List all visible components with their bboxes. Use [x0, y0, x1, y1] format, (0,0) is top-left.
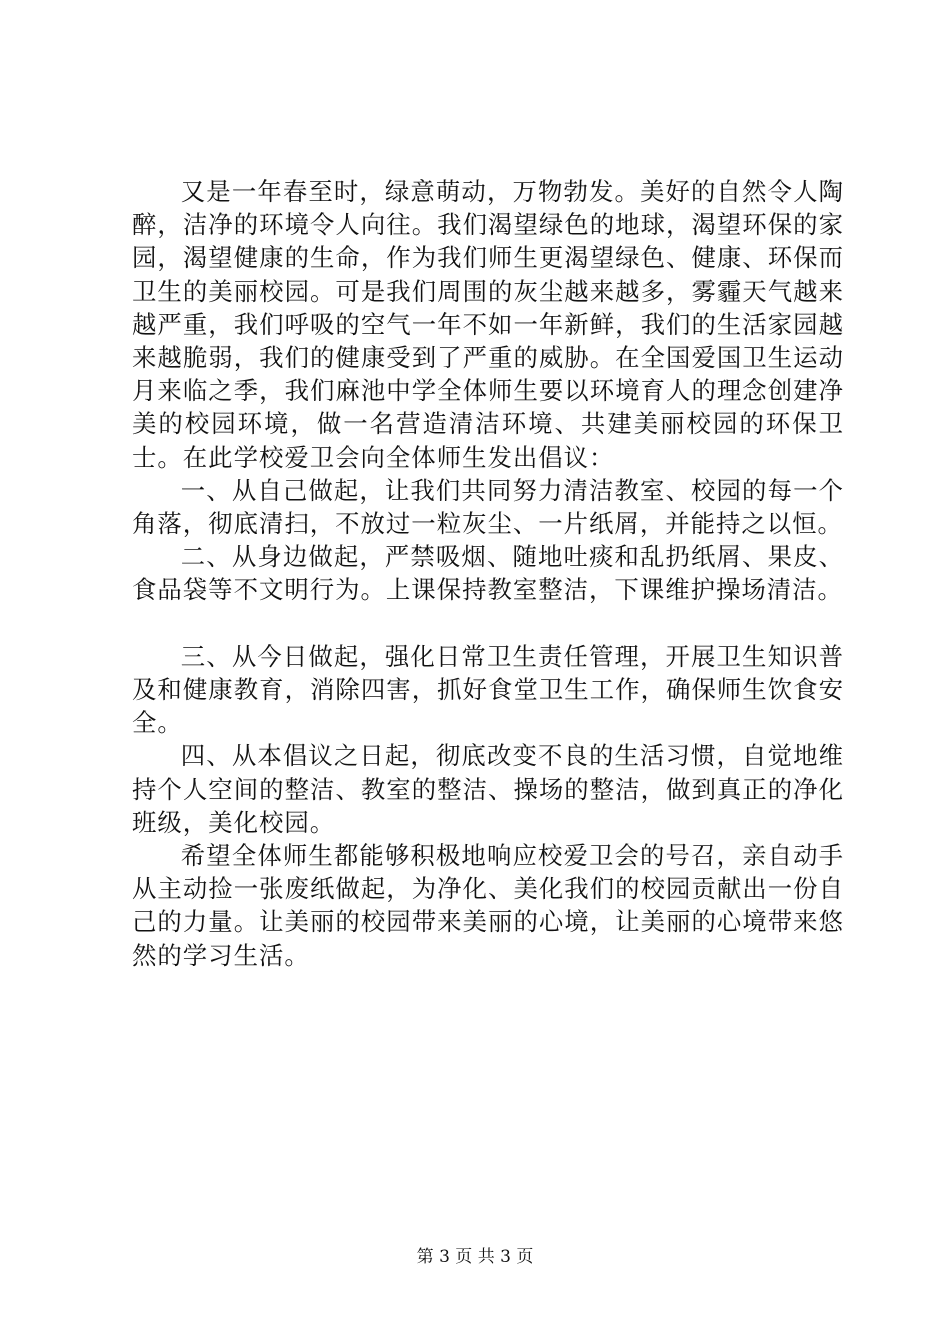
document-body [132, 175, 844, 972]
paragraph-closing: 希望全体师生都能够积极地响应校爱卫会的号召，亲自动手从主动捡一张废纸做起，为净化、美化我们的校园贡献出一份自己的力量。让美丽的校园带来美丽的心境，让美丽的心境带来悠然的学习生活。 [132, 841, 844, 970]
paragraph-intro: 又是一年春至时，绿意萌动，万物勃发。美好的自然令人陶醉，洁净的环境令人向往。我们渴望绿色的地球，渴望环保的家园，渴望健康的生命，作为我们师生更渴望绿色、健康、环保而卫生的美丽校园。可是我们周围的灰尘越来越多，雾霾天气越来越严重，我们呼吸的空气一年不如一年新鲜，我们的生活家园越来越脆弱，我们的健康受到了严重的威胁。在全国爱国卫生运动月来临之季，我们麻池中学全体师生要以环境育人的理念创建净美的校园环境，做一名营造清洁环境、共建美丽校园的环保卫士。在此学校爱卫会向全体师生发出倡议： [132, 177, 844, 472]
page-footer: 第 3 页 共 3 页 [416, 1247, 534, 1267]
paragraph-item-4: 四、从本倡议之日起，彻底改变不良的生活习惯，自觉地维持个人空间的整洁、教室的整洁、操场的整洁，做到真正的净化班级，美化校园。 [132, 741, 844, 837]
paragraph-item-3: 三、从今日做起，强化日常卫生责任管理，开展卫生知识普及和健康教育，消除四害，抓好食堂卫生工作，确保师生饮食安全。 [132, 641, 844, 738]
paragraph-item-1: 一、从自己做起，让我们共同努力清洁教室、校园的每一个角落，彻底清扫，不放过一粒灰尘、一片纸屑，并能持之以恒。 [132, 475, 844, 539]
paragraph-spacer [132, 607, 844, 640]
paragraph-item-2: 二、从身边做起，严禁吸烟、随地吐痰和乱扔纸屑、果皮、食品袋等不文明行为。上课保持教室整洁，下课维护操场清洁。 [132, 542, 844, 605]
